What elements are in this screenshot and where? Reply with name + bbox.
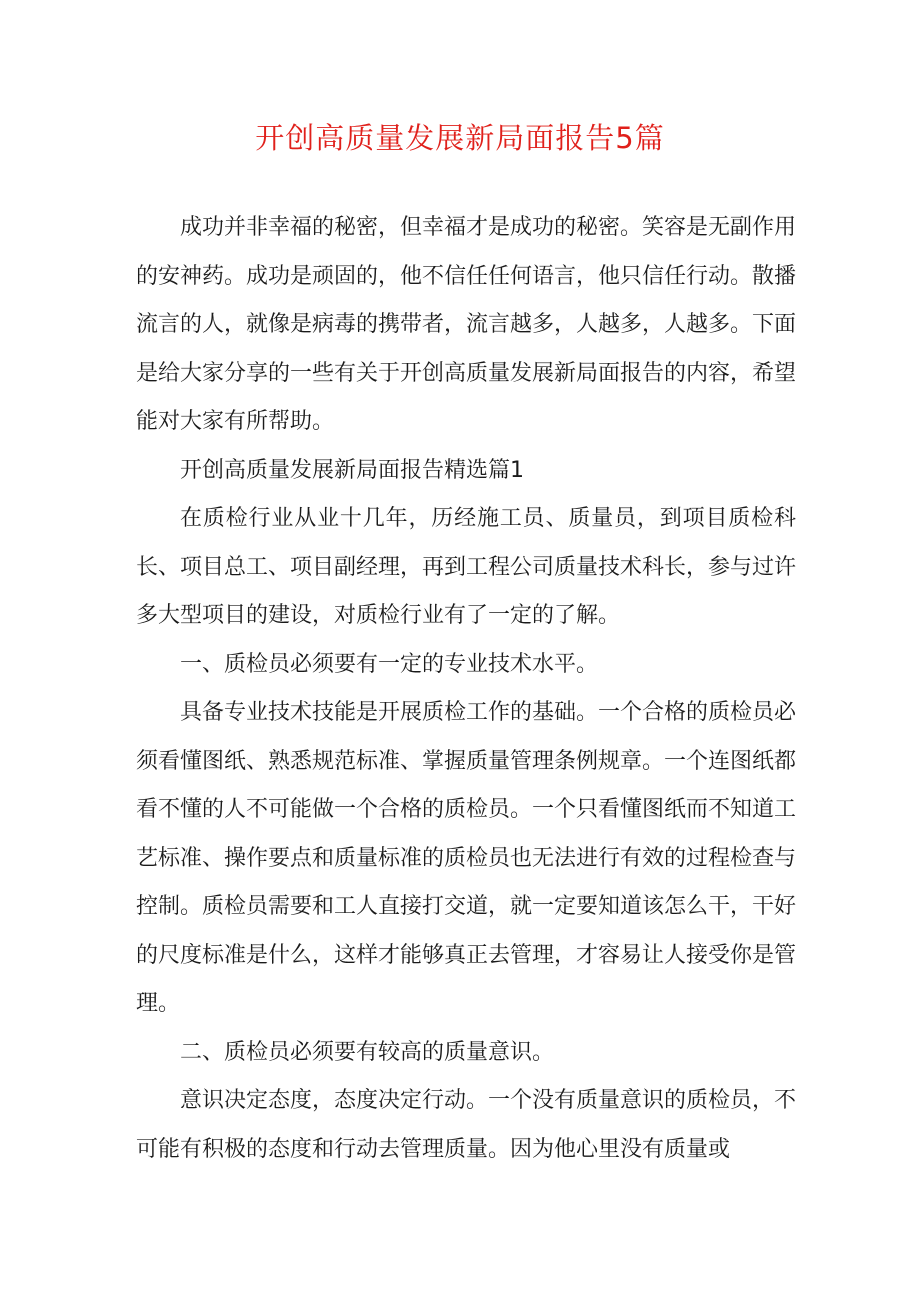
document-body — [136, 204, 796, 1174]
section-heading: 开创高质量发展新局面报告精选篇1 — [180, 457, 524, 483]
document-title: 开创高质量发展新局面报告5篇 — [255, 121, 665, 155]
intro-paragraph: 成功并非幸福的秘密，但幸福才是成功的秘密。笑容是无副作用的安神药。成功是顽固的，他不信任任何语言，他只信任行动。散播流言的人，就像是病毒的携带者，流言越多，人越多，人越多。下面是给大家分享的一些有关于开创高质量发展新局面报告的内容，希望能对大家有所帮助。 — [136, 215, 797, 434]
body-paragraph: 意识决定态度，态度决定行动。一个没有质量意识的质检员，不可能有积极的态度和行动去管理质量。因为他心里没有质量或 — [136, 1088, 797, 1162]
body-paragraph: 具备专业技术技能是开展质检工作的基础。一个合格的质检员必须看懂图纸、熟悉规范标准、掌握质量管理条例规章。一个连图纸都看不懂的人不可能做一个合格的质检员。一个只看懂图纸而不知道工艺标准、操作要点和质量标准的质检员也无法进行有效的过程检查与控制。质检员需要和工人直接打交道，就一定要知道该怎么干，干好的尺度标准是什么，这样才能够真正去管理，才容易让人接受你是管理。 — [136, 700, 797, 1016]
body-paragraph: 在质检行业从业十几年，历经施工员、质量员，到项目质检科长、项目总工、项目副经理，再到工程公司质量技术科长，参与过许多大型项目的建设，对质检行业有了一定的了解。 — [136, 506, 797, 628]
subsection-heading: 二、质检员必须要有较高的质量意识。 — [180, 1039, 555, 1065]
subsection-heading: 一、质检员必须要有一定的专业技术水平。 — [180, 651, 599, 677]
